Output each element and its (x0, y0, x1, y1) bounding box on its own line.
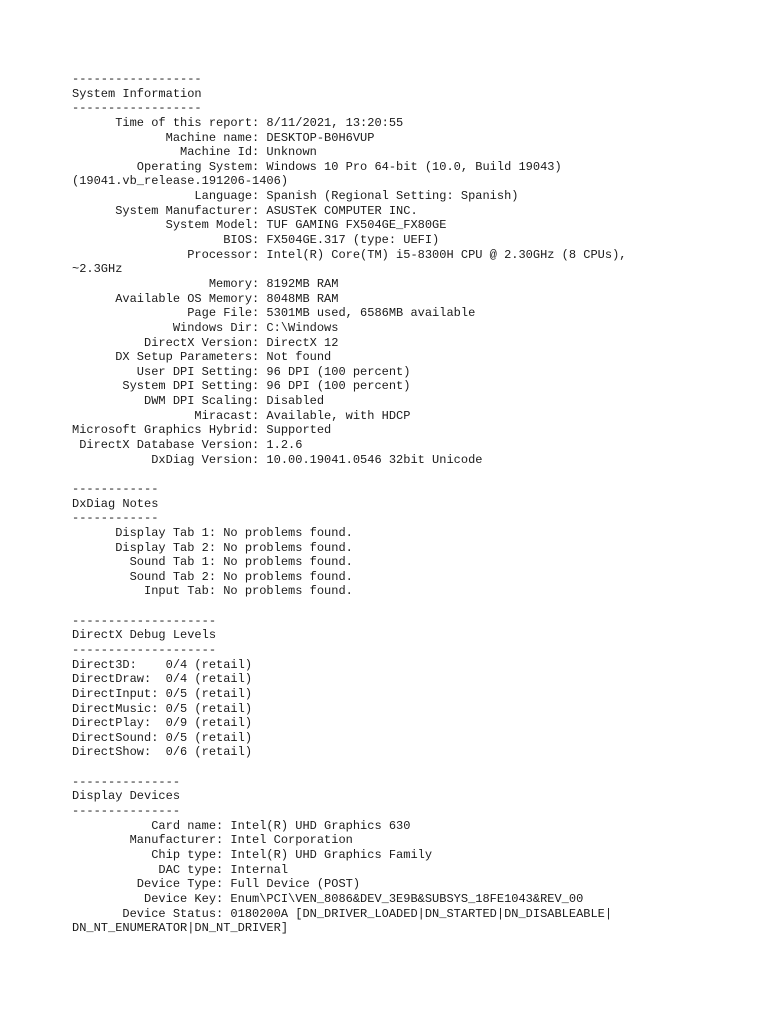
separator-line: ------------ (72, 511, 159, 526)
separator-line: ------------ (72, 481, 159, 496)
device-line-device-type: Device Type: Full Device (POST) (72, 877, 361, 892)
note-line-display-tab-1: Display Tab 1: No problems found. (72, 525, 353, 540)
note-line-input-tab: Input Tab: No problems found. (72, 584, 353, 599)
report-line-operating-system: Operating System: Windows 10 Pro 64-bit (10.0, Build 19043) (72, 159, 562, 174)
device-line-device-status: Device Status: 0180200A [DN_DRIVER_LOADED|DN_STARTED|DN_DISABLEABLE| (72, 906, 613, 921)
debug-line-directinput: DirectInput: 0/5 (retail) (72, 686, 253, 701)
note-line-sound-tab-2: Sound Tab 2: No problems found. (72, 569, 353, 584)
debug-line-direct3d: Direct3D: 0/4 (retail) (72, 657, 253, 672)
report-line-user-dpi: User DPI Setting: 96 DPI (100 percent) (72, 364, 411, 379)
blank-line (72, 599, 752, 614)
device-line-device-status-continuation: DN_NT_ENUMERATOR|DN_NT_DRIVER] (72, 921, 289, 936)
separator-line: --------------- (72, 804, 181, 819)
device-line-chip-type: Chip type: Intel(R) UHD Graphics Family (72, 847, 433, 862)
section-title-system-information: System Information (72, 86, 202, 101)
report-line-processor-continuation: ~2.3GHz (72, 262, 123, 277)
report-line-machine-id: Machine Id: Unknown (72, 145, 317, 160)
device-line-manufacturer: Manufacturer: Intel Corporation (72, 833, 353, 848)
debug-line-directdraw: DirectDraw: 0/4 (retail) (72, 672, 253, 687)
debug-line-directplay: DirectPlay: 0/9 (retail) (72, 716, 253, 731)
report-line-system-manufacturer: System Manufacturer: ASUSTeK COMPUTER INC. (72, 203, 418, 218)
separator-line: -------------------- (72, 613, 217, 628)
blank-line (72, 760, 752, 775)
report-line-page-file: Page File: 5301MB used, 6586MB available (72, 306, 476, 321)
report-line-os-continuation: (19041.vb_release.191206-1406) (72, 174, 289, 189)
debug-line-directsound: DirectSound: 0/5 (retail) (72, 730, 253, 745)
report-line-windows-dir: Windows Dir: C:\Windows (72, 320, 339, 335)
report-line-directx-database-version: DirectX Database Version: 1.2.6 (72, 438, 303, 453)
report-line-memory: Memory: 8192MB RAM (72, 276, 339, 291)
report-line-dxdiag-version: DxDiag Version: 10.00.19041.0546 32bit Unicode (72, 452, 483, 467)
debug-line-directshow: DirectShow: 0/6 (retail) (72, 745, 253, 760)
separator-line: -------------------- (72, 642, 217, 657)
separator-line: --------------- (72, 774, 181, 789)
report-line-processor: Processor: Intel(R) Core(TM) i5-8300H CPU @ 2.30GHz (8 CPUs), (72, 247, 627, 262)
note-line-display-tab-2: Display Tab 2: No problems found. (72, 540, 353, 555)
blank-line (72, 467, 752, 482)
device-line-device-key: Device Key: Enum\PCI\VEN_8086&DEV_3E9B&SUBSYS_18FE1043&REV_00 (72, 891, 584, 906)
report-line-bios: BIOS: FX504GE.317 (type: UEFI) (72, 233, 440, 248)
report-line-system-dpi: System DPI Setting: 96 DPI (100 percent) (72, 379, 411, 394)
separator-line: ------------------ (72, 101, 202, 116)
note-line-sound-tab-1: Sound Tab 1: No problems found. (72, 555, 353, 570)
report-line-available-os-memory: Available OS Memory: 8048MB RAM (72, 291, 339, 306)
debug-line-directmusic: DirectMusic: 0/5 (retail) (72, 701, 253, 716)
section-title-dxdiag-notes: DxDiag Notes (72, 496, 159, 511)
report-line-system-model: System Model: TUF GAMING FX504GE_FX80GE (72, 218, 447, 233)
section-title-directx-debug-levels: DirectX Debug Levels (72, 628, 217, 643)
device-line-dac-type: DAC type: Internal (72, 862, 289, 877)
report-line-dwm-dpi-scaling: DWM DPI Scaling: Disabled (72, 394, 325, 409)
section-title-display-devices: Display Devices (72, 789, 181, 804)
report-line-miracast: Miracast: Available, with HDCP (72, 408, 411, 423)
separator-line: ------------------ (72, 72, 202, 86)
report-line-graphics-hybrid: Microsoft Graphics Hybrid: Supported (72, 423, 332, 438)
report-line-time: Time of this report: 8/11/2021, 13:20:55 (72, 115, 404, 130)
report-line-directx-version: DirectX Version: DirectX 12 (72, 335, 339, 350)
report-line-dx-setup-parameters: DX Setup Parameters: Not found (72, 350, 332, 365)
dxdiag-report (72, 72, 752, 936)
device-line-card-name: Card name: Intel(R) UHD Graphics 630 (72, 818, 411, 833)
report-line-machine-name: Machine name: DESKTOP-B0H6VUP (72, 130, 375, 145)
report-line-language: Language: Spanish (Regional Setting: Spanish) (72, 189, 519, 204)
